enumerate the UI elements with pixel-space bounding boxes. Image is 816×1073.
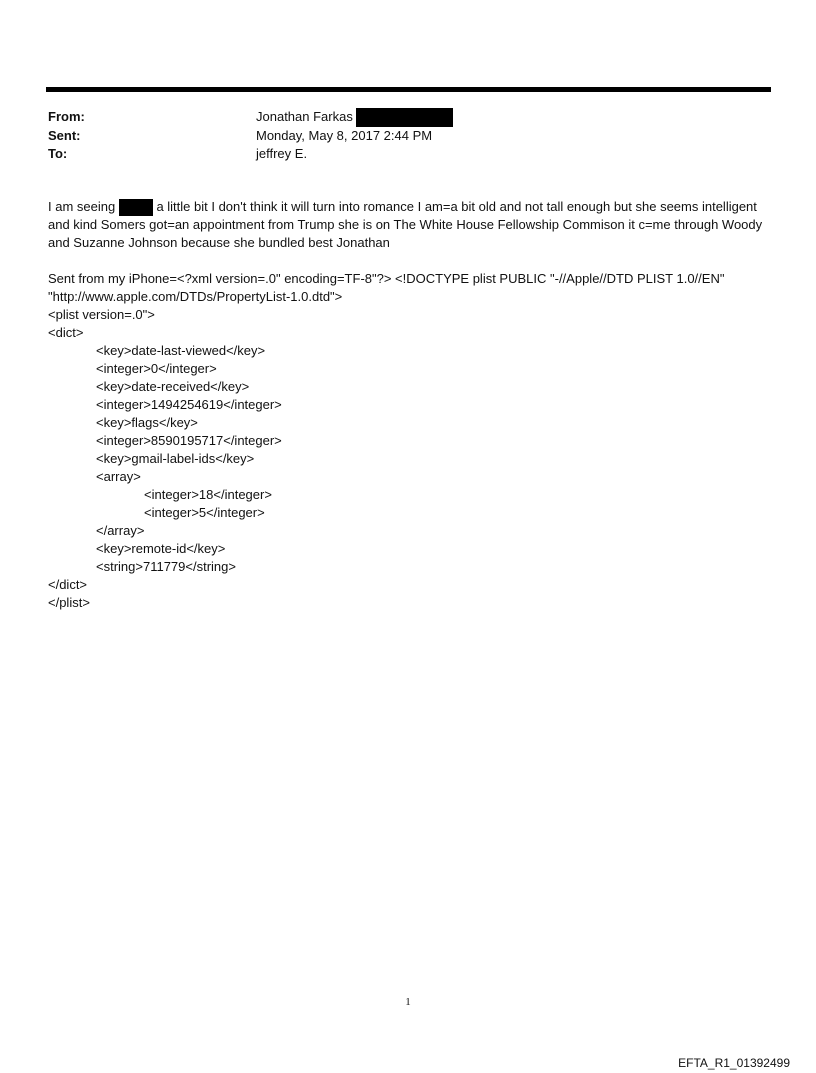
sent-value: Monday, May 8, 2017 2:44 PM [256, 128, 433, 143]
signature-paragraph: Sent from my iPhone=<?xml version=.0" encoding=TF-8"?> <!DOCTYPE plist PUBLIC "-//Apple//DTD PLIST 1.0//EN" "http://www.apple.com/DTDs/PropertyList-1.0.dtd"> [48, 271, 725, 304]
xml-line: </plist> [48, 595, 90, 610]
xml-line: <integer>8590195717</integer> [96, 433, 282, 448]
to-label: To: [48, 146, 68, 161]
page-number: 1 [405, 996, 411, 1008]
xml-line: <integer>18</integer> [144, 487, 272, 502]
header-rule [46, 87, 771, 92]
xml-line: <dict> [48, 325, 84, 340]
xml-line: <integer>0</integer> [96, 361, 217, 376]
redaction-box [119, 199, 153, 216]
plist-block [48, 306, 282, 612]
from-value [256, 108, 453, 127]
message-paragraph [48, 198, 773, 252]
xml-line: <plist version=.0"> [48, 307, 155, 322]
from-name: Jonathan Farkas [256, 109, 353, 124]
sent-label: Sent: [48, 128, 81, 143]
xml-line: </array> [96, 523, 145, 538]
xml-line: </dict> [48, 577, 88, 592]
xml-line: <string>711779</string> [96, 559, 236, 574]
to-value: jeffrey E. [256, 146, 308, 161]
xml-line: <array> [96, 469, 141, 484]
xml-line: <key>date-last-viewed</key> [96, 343, 266, 358]
xml-line: <key>date-received</key> [96, 379, 250, 394]
xml-line: <key>remote-id</key> [96, 541, 226, 556]
xml-line: <key>gmail-label-ids</key> [96, 451, 255, 466]
document-id: EFTA_R1_01392499 [678, 1056, 790, 1070]
message-text-rest: a little bit I don't think it will turn into romance I am=a bit old and not tall enough but she seems intelligent and kind Somers got=an appointment from Trump she is on The White House Fellowship Commison it c=me through Woody and Suzanne Johnson because she bundled best Jonathan [48, 199, 763, 251]
message-text-start: I am seeing [48, 199, 119, 214]
xml-line: <integer>5</integer> [144, 505, 265, 520]
redaction-box [356, 108, 453, 127]
xml-line: <key>flags</key> [96, 415, 198, 430]
xml-line: <integer>1494254619</integer> [96, 397, 282, 412]
from-label: From: [48, 109, 85, 124]
